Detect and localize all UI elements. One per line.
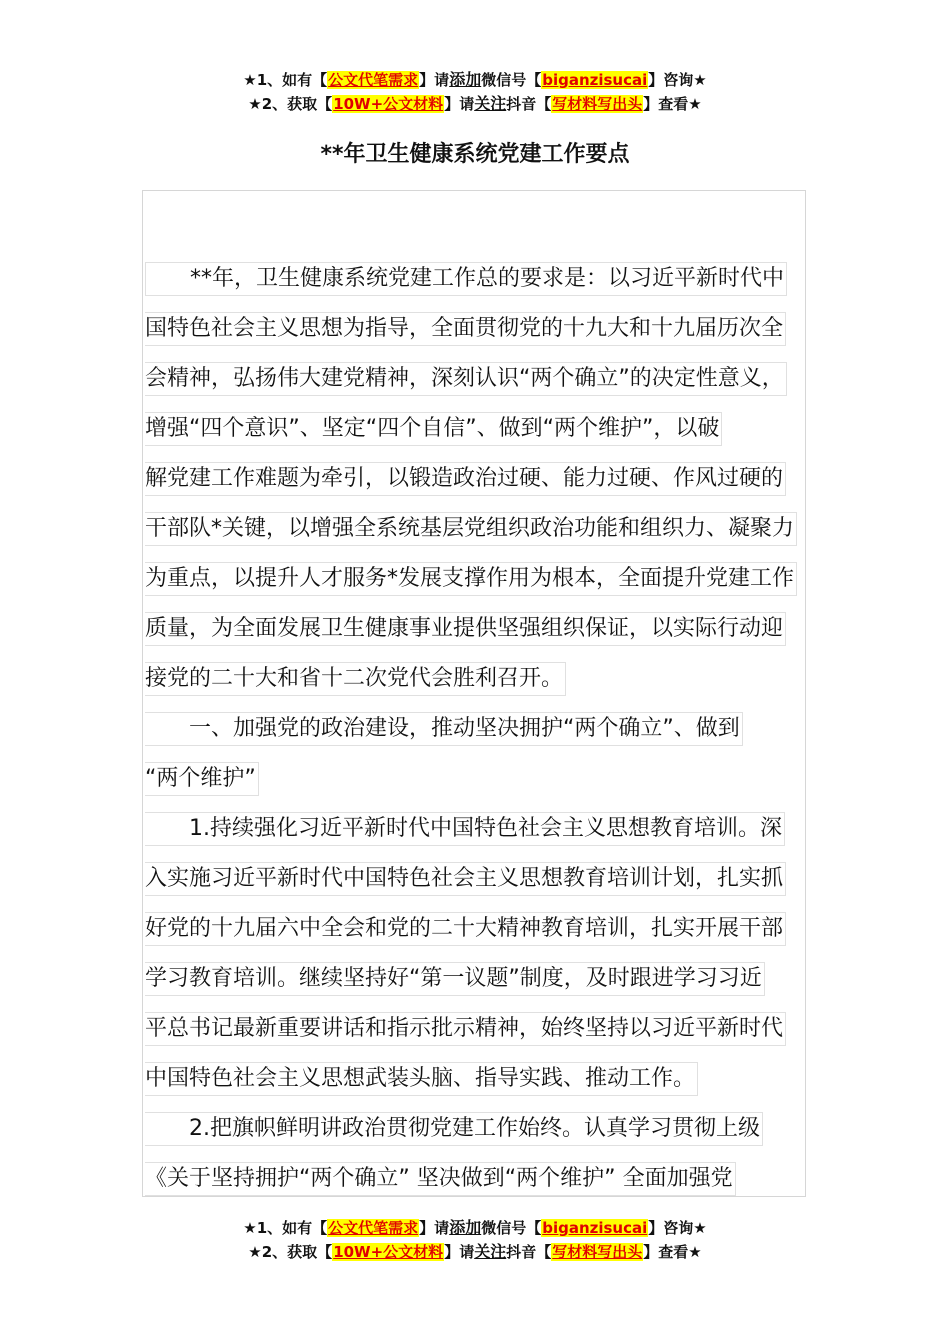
text-line-content: 干部队*关键，以增强全系统基层党组织政治功能和组织力、凝聚力: [145, 512, 797, 546]
ad-highlight: 公文代笔需求: [328, 1219, 419, 1237]
ad-line-2: [0, 92, 950, 116]
ad-text: 微信号【: [481, 71, 542, 89]
ad-line-1: [0, 1216, 950, 1240]
text-line-content: 中国特色社会主义思想武装头脑、指导实践、推动工作。: [145, 1062, 698, 1096]
ad-text: 】请: [444, 1243, 475, 1261]
ad-text: 】咨询★: [648, 1219, 707, 1237]
ad-underlined: 关注: [474, 1242, 507, 1261]
text-line: [145, 1103, 805, 1153]
text-line: [145, 803, 805, 853]
text-line: [145, 303, 805, 353]
ad-douyin-id: 写材料写出头: [552, 95, 643, 113]
text-line: [145, 903, 805, 953]
text-line-content: 平总书记最新重要讲话和指示批示精神，始终坚持以习近平新时代: [145, 1012, 786, 1046]
text-line: [145, 503, 805, 553]
ad-text: 微信号【: [481, 1219, 542, 1237]
text-line-content: 接党的二十大和省十二次党代会胜利召开。: [145, 662, 566, 696]
ad-douyin-id: 写材料写出头: [552, 1243, 643, 1261]
ad-highlight: 公文代笔需求: [328, 71, 419, 89]
top-ad-banner: [0, 68, 950, 116]
text-line-content: 会精神，弘扬伟大建党精神，深刻认识“两个确立”的决定性意义，: [145, 362, 787, 396]
ad-line-2: [0, 1240, 950, 1264]
text-line-content: 1.持续强化习近平新时代中国特色社会主义思想教育培训。深: [145, 812, 785, 846]
ad-underlined: 添加: [449, 70, 482, 89]
text-line: [145, 353, 805, 403]
ad-text: 】请: [419, 1219, 450, 1237]
document-title: **年卫生健康系统党建工作要点: [320, 142, 630, 167]
ad-wechat-id: biganzisucai: [542, 1219, 648, 1237]
text-line: [145, 853, 805, 903]
ad-text: ★1、如有【: [243, 71, 328, 89]
text-line: [145, 1003, 805, 1053]
text-line-content: 学习教育培训。继续坚持好“第一议题”制度，及时跟进学习习近: [145, 962, 765, 996]
ad-wechat-id: biganzisucai: [542, 71, 648, 89]
ad-highlight: 10W+公文材料: [333, 1243, 444, 1261]
bottom-ad-banner: [0, 1216, 950, 1264]
text-line: [145, 1053, 805, 1103]
text-line: [145, 453, 805, 503]
ad-text: 】请: [444, 95, 475, 113]
section-heading-line: [145, 703, 805, 753]
text-line-content: 为重点，以提升人才服务*发展支撑作用为根本，全面提升党建工作: [145, 562, 797, 596]
ad-underlined: 关注: [474, 94, 507, 113]
text-line-content: 国特色社会主义思想为指导，全面贯彻党的十九大和十九届历次全: [145, 312, 786, 346]
ad-underlined: 添加: [449, 1218, 482, 1237]
text-line-content: 入实施习近平新时代中国特色社会主义思想教育培训计划，扎实抓: [145, 862, 786, 896]
ad-line-1: [0, 68, 950, 92]
ad-text: 】查看★: [643, 1243, 702, 1261]
ad-text: ★1、如有【: [243, 1219, 328, 1237]
text-line-content: 解党建工作难题为牵引，以锻造政治过硬、能力过硬、作风过硬的: [145, 462, 786, 496]
text-line: [145, 253, 805, 303]
ad-text: 抖音【: [506, 95, 552, 113]
text-line: [145, 553, 805, 603]
ad-text: 】请: [419, 71, 450, 89]
text-line-content: 质量，为全面发展卫生健康事业提供坚强组织保证，以实际行动迎: [145, 612, 786, 646]
section-heading: “两个维护”: [145, 762, 259, 796]
text-line: [145, 653, 805, 703]
ad-highlight: 10W+公文材料: [333, 95, 444, 113]
text-line: [145, 403, 805, 453]
text-line-content: **年，卫生健康系统党建工作总的要求是：以习近平新时代中: [145, 262, 787, 296]
ad-text: 】查看★: [643, 95, 702, 113]
ad-text: 】咨询★: [648, 71, 707, 89]
section-heading: 一、加强党的政治建设，推动坚决拥护“两个确立”、做到: [145, 712, 743, 746]
ad-text: ★2、获取【: [248, 95, 333, 113]
text-line: [145, 1153, 805, 1203]
text-line-content: 《关于坚持拥护“两个确立” 坚决做到“两个维护” 全面加强党: [145, 1162, 736, 1196]
text-line-content: 2.把旗帜鲜明讲政治贯彻党建工作始终。认真学习贯彻上级: [145, 1112, 763, 1146]
ad-text: 抖音【: [506, 1243, 552, 1261]
text-line-content: 好党的十九届六中全会和党的二十大精神教育培训，扎实开展干部: [145, 912, 786, 946]
text-line: [145, 603, 805, 653]
text-line: [145, 953, 805, 1003]
document-body: [145, 253, 805, 1203]
text-line-content: 增强“四个意识”、坚定“四个自信”、做到“两个维护”，以破: [145, 412, 722, 446]
section-heading-line: [145, 753, 805, 803]
ad-text: ★2、获取【: [248, 1243, 333, 1261]
